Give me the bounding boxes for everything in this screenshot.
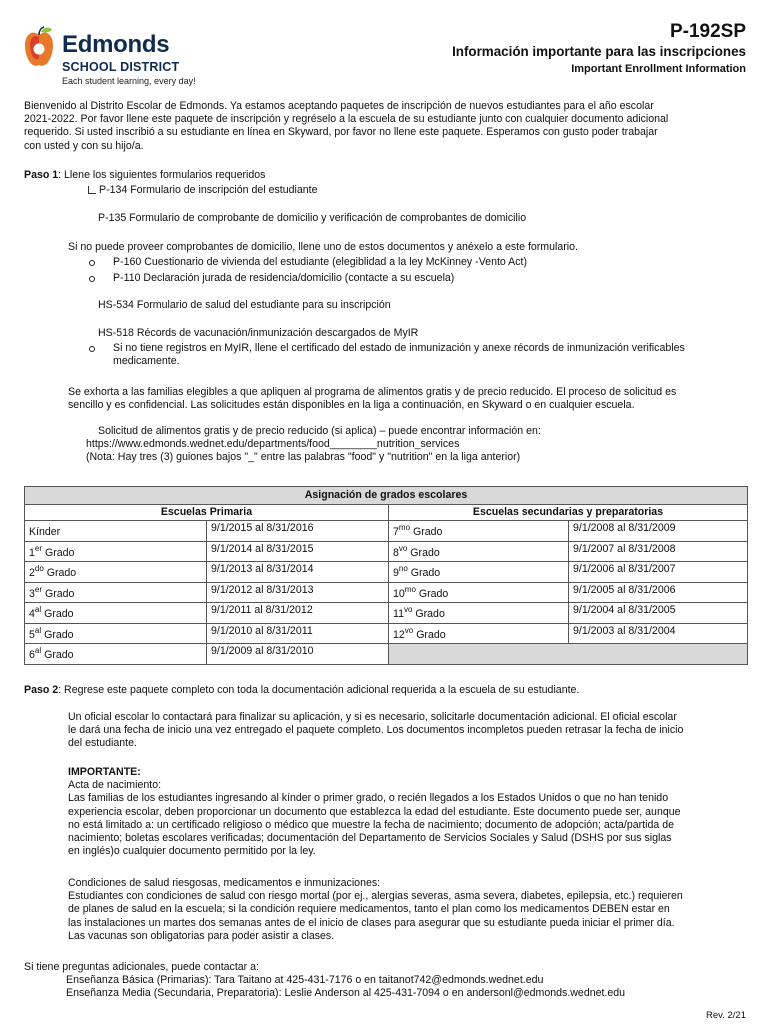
grade-assignment-table <box>24 486 748 665</box>
grade-dates: 9/1/2011 al 8/31/2012 <box>207 603 389 624</box>
intro-line: Bienvenido al Distrito Escolar de Edmonds. Ya estamos aceptando paquetes de inscripción de nuevos estudiantes para el año escolar <box>24 100 654 112</box>
grade-label: $10^{mo}$ Grado <box>389 582 569 603</box>
bullet-icon <box>89 276 95 282</box>
grade-label: $6^{al}$ Grado <box>25 644 207 665</box>
intro-line: con usted y con su hijo/a. <box>24 139 144 152</box>
district-logo <box>22 23 222 93</box>
grade-dates: 9/1/2007 al 8/31/2008 <box>569 541 748 562</box>
table-title: Asignación de grados escolares <box>25 487 748 505</box>
logo-tagline: Each student learning, every day! <box>62 76 196 86</box>
form-p134-label: P-134 Formulario de inscripción del estudiante <box>99 184 318 196</box>
important-line: Las familias de los estudiantes ingresando al kínder o primer grado, o recién llegados a los Estados Unidos o que no han tenido <box>68 792 669 805</box>
grade-label: $8^{vo}$ Grado <box>389 541 569 562</box>
step-1-heading <box>24 169 265 182</box>
important-line: Acta de nacimiento: <box>68 779 162 792</box>
intro-paragraph <box>24 100 724 153</box>
contact-primary: Enseñanza Básica (Primarias): Tara Taitano at 425-431-7176 o en taitanot742@edmonds.wednet.edu <box>66 974 544 987</box>
grade-dates: 9/1/2005 al 8/31/2006 <box>569 582 748 603</box>
table-row <box>25 541 748 562</box>
no-records-line-1: Si no tiene registros en MyIR, llene el certificado del estado de inmunización y anexe récords de inmunización verificables <box>113 342 685 354</box>
grade-dates: 9/1/2004 al 8/31/2005 <box>569 603 748 624</box>
form-p135: P-135 Formulario de comprobante de domicilio y verificación de comprobantes de domicilio <box>98 212 527 224</box>
grade-dates: 9/1/2006 al 8/31/2007 <box>569 562 748 583</box>
grade-label: Kínder <box>25 521 207 542</box>
conditions-line: las instalaciones un martes dos semanas antes de el inicio de clases para asegurar que su estudiante pueda iniciar el primer día. <box>68 916 675 929</box>
grade-label: $2^{do}$ Grado <box>25 562 207 583</box>
step-2-label: Paso 2 <box>24 684 59 696</box>
intro-line: 2021-2022. Por favor llene este paquete de inscripción y regréselo a la escuela de su estudiante junto con cualquier documento adicional <box>24 113 669 126</box>
grade-dates: 9/1/2015 al 8/31/2016 <box>207 521 389 542</box>
step-2-line: le dará una fecha de inicio una vez entregado el paquete completo. Los documentos incompletos pueden retrasar la fecha de inicio <box>68 724 684 737</box>
no-records-line-2: medicamente. <box>113 355 180 367</box>
grade-dates: 9/1/2009 al 8/31/2010 <box>207 644 389 665</box>
grade-dates: 9/1/2014 al 8/31/2015 <box>207 541 389 562</box>
table-row <box>25 603 748 624</box>
contact-section <box>24 961 724 1001</box>
logo-subtitle: SCHOOL DISTRICT <box>62 60 180 74</box>
meals-link-intro: Solicitud de alimentos gratis y de precio reducido (si aplica) – puede encontrar información en: <box>98 425 541 437</box>
form-hs534: HS-534 Formulario de salud del estudiante para su inscripción <box>98 299 391 311</box>
grade-dates: 9/1/2013 al 8/31/2014 <box>207 562 389 583</box>
form-p110: P-110 Declaración jurada de residencia/domicilio (contacte a su escuela) <box>113 272 455 284</box>
meals-line: Se exhorta a las familias elegibles a que apliquen al programa de alimentos gratis y de precio reducido. El proceso de solicitud es <box>68 386 677 398</box>
step-2-text: : Regrese este paquete completo con toda la documentación adicional requerida a la escuela de su estudiante. <box>58 684 580 696</box>
page-subtitle: Important Enrollment Information <box>571 63 746 75</box>
revision-label: Rev. 2/21 <box>706 1010 746 1021</box>
primary-header: Escuelas Primaria <box>25 505 389 521</box>
important-line: no está limitado a: un certificado religioso o médico que muestre la fecha de nacimiento; documento de adopción; acta/partida de <box>68 818 674 831</box>
checkbox-icon <box>88 186 96 194</box>
meals-paragraph <box>68 386 676 412</box>
grade-label: $12^{vo}$ Grado <box>389 623 569 644</box>
grade-label: $5^{al}$ Grado <box>25 623 207 644</box>
grade-dates: 9/1/2003 al 8/31/2004 <box>569 623 748 644</box>
conditions-line: Condiciones de salud riesgosas, medicamentos e inmunizaciones: <box>68 877 381 889</box>
page-title: Información importante para las inscripciones <box>452 44 746 59</box>
meals-link-url[interactable]: https://www.edmonds.wednet.edu/departments/food________nutrition_services <box>86 438 460 451</box>
form-p134 <box>88 184 317 197</box>
meals-link-note: (Nota: Hay tres (3) guiones bajos "_" entre las palabras "food" y "nutrition" en la liga anterior) <box>86 451 521 464</box>
important-line: nacimiento; boletas escolares verificadas; documentación del Departamento de Servicios Sociales y Salud (DSHS por sus siglas <box>68 832 672 845</box>
bullet-icon <box>89 260 95 266</box>
table-row <box>25 623 748 644</box>
grade-label: $11^{vo}$ Grado <box>389 603 569 624</box>
grade-label: $9^{no}$ Grado <box>389 562 569 583</box>
table-row <box>25 582 748 603</box>
step-2-body <box>68 711 738 751</box>
form-code: P-192SP <box>669 21 746 42</box>
conditions-line: Estudiantes con condiciones de salud con riesgo mortal (por ej., alergias severas, asma severa, diabetes, epilepsia, etc.) requieren <box>68 890 683 903</box>
important-section <box>68 766 738 858</box>
table-row <box>25 644 748 665</box>
grade-dates: 9/1/2010 al 8/31/2011 <box>207 623 389 644</box>
important-line: en inglés)o cualquier documento permitido por la ley. <box>68 845 316 858</box>
logo-name: Edmonds <box>62 31 170 58</box>
form-hs518: HS-518 Récords de vacunación/inmunización descargados de MyIR <box>98 327 419 339</box>
grade-dates: 9/1/2008 al 8/31/2009 <box>569 521 748 542</box>
meals-link-block <box>86 425 541 465</box>
conditions-line: de planes de salud en la escuela; si la condición requiere medicamentos, tanto el plan como los medicamentos DEBEN estar en <box>68 903 670 916</box>
step-2-line: Un oficial escolar lo contactará para finalizar su aplicación, y si es necesario, solicitarle documentación adicional. El oficial escolar <box>68 711 677 723</box>
grade-label: $4^{al}$ Grado <box>25 603 207 624</box>
contact-secondary: Enseñanza Media (Secundaria, Preparatoria): Leslie Anderson al 425-431-7094 o en andersonl@edmonds.wednet.edu <box>66 987 626 1000</box>
step-2-line: del estudiante. <box>68 737 137 750</box>
table-row <box>25 521 748 542</box>
health-conditions-section <box>68 877 738 943</box>
form-p160: P-160 Cuestionario de vivienda del estudiante (elegiblidad a la ley McKinney -Vento Act) <box>113 256 527 268</box>
step-2-heading <box>24 684 579 697</box>
bullet-icon <box>89 346 95 352</box>
step-1-label: Paso 1 <box>24 169 59 181</box>
grade-label: 1er Grado <box>25 541 207 562</box>
grade-dates: 9/1/2012 al 8/31/2013 <box>207 582 389 603</box>
apple-logo-icon <box>22 25 56 71</box>
important-line: experiencia escolar, deben proporcionar un documento que establezca la edad del estudiante. Este documento puede ser, aunque <box>68 805 681 818</box>
table-row <box>25 562 748 583</box>
empty-cell <box>389 644 748 665</box>
important-label: IMPORTANTE: <box>68 766 141 778</box>
step-1-text: : Llene los siguientes formularios requeridos <box>58 169 266 181</box>
meals-line: sencillo y es confidencial. Las solicitudes están disponibles en la liga a continuación, en Skyward o en cualquier escuela. <box>68 399 635 412</box>
conditions-line: Las vacunas son obligatorias para poder asistir a clases. <box>68 929 335 942</box>
grade-label: 3er Grado <box>25 582 207 603</box>
secondary-header: Escuelas secundarias y preparatorias <box>389 505 748 521</box>
grade-label: $7^{mo}$ Grado <box>389 521 569 542</box>
intro-line: requerido. Si usted inscribió a su estudiante en línea en Skyward, por favor no llene este paquete. Esperamos con gusto poder trabajar <box>24 126 658 139</box>
contact-intro: Si tiene preguntas adicionales, puede contactar a: <box>24 961 259 973</box>
no-proof-note: Si no puede proveer comprobantes de domicilio, llene uno de estos documentos y anéxelo a este formulario. <box>68 241 578 253</box>
